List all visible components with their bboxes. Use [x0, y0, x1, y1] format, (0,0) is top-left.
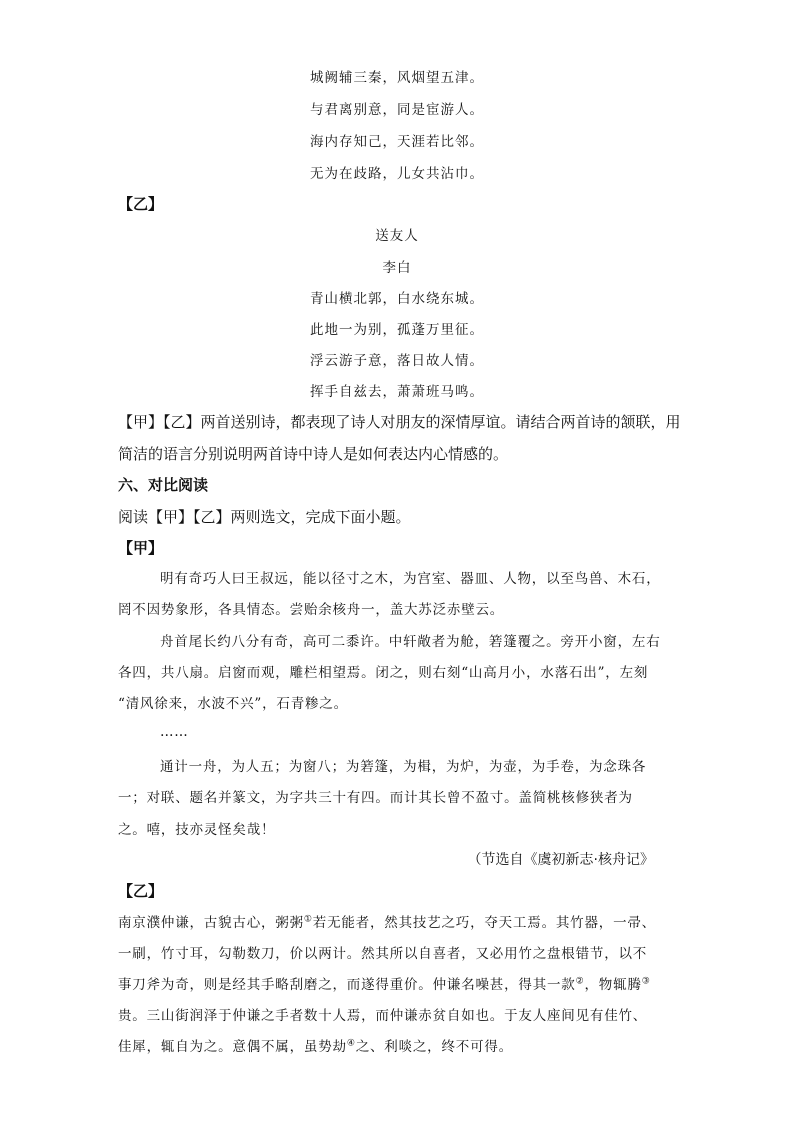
passage-jia-label: 【甲】: [118, 539, 164, 557]
passage-jia-ellipsis: ……: [160, 724, 189, 740]
poem-yi-line-1: 青山横北郭，白水绕东城。: [310, 291, 484, 307]
passage-jia-line-1: 明有奇巧人曰王叔远，能以径寸之木，为宫室、器皿、人物，以至鸟兽、木石，: [160, 571, 661, 587]
poem-jia-line-4: 无为在歧路，儿女共沾巾。: [310, 166, 484, 182]
passage-yi-line-2: 一刷，竹寸耳，勾勒数刀，价以两计。然其所以自喜者，又必用竹之盘根错节，以不: [118, 946, 648, 962]
footnote-marker-1: ①: [303, 914, 313, 925]
footnote-marker-4: ④: [346, 1038, 356, 1049]
footnote-marker-3: ③: [641, 976, 651, 987]
passage-yi-line-5: 佳犀，辄自为之。意偶不属，虽势劫④之、利啖之，终不可得。: [118, 1038, 513, 1055]
poem-yi-author: 李白: [382, 260, 412, 276]
passage-jia-line-2: 罔不因势象形，各具情态。尝贻余核舟一，盖大苏泛赤壁云。: [118, 602, 505, 618]
poem-yi-title: 送友人: [375, 228, 419, 244]
passage-jia-line-8: 之。嘻，技亦灵怪矣哉！: [118, 822, 276, 838]
passage-yi-line-1: 南京濮仲谦，古貌古心，粥粥①若无能者，然其技艺之巧，夺天工焉。其竹器，一帚、: [118, 914, 656, 931]
passage-jia-source: （节选自《虞初新志·核舟记》: [467, 852, 654, 868]
poem-jia-line-1: 城阙辅三秦，风烟望五津。: [310, 70, 484, 86]
poem-yi-line-2: 此地一为别，孤蓬万里征。: [310, 322, 484, 338]
passage-yi-line-4: 贵。三山街润泽于仲谦之手者数十人焉，而仲谦赤贫自如也。于友人座间见有佳竹、: [118, 1008, 648, 1024]
section-heading: 六、对比阅读: [118, 476, 209, 494]
footnote-marker-2: ②: [575, 976, 585, 987]
passage-yi-label: 【乙】: [118, 882, 164, 900]
question-line-2: 简洁的语言分别说明两首诗中诗人是如何表达内心情感的。: [118, 445, 509, 463]
poem-yi-line-4: 挥手自兹去，萧萧班马鸣。: [310, 384, 484, 400]
passage-jia-line-7: 一；对联、题名并篆文，为字共三十有四。而计其长曾不盈寸。盖简桃核修狭者为: [118, 790, 633, 806]
passage-jia-line-4: 各四，共八扇。启窗而观，雕栏相望焉。闭之，则右刻“山高月小，水落石出”，左刻: [118, 665, 649, 681]
passage-jia-line-3: 舟首尾长约八分有奇，高可二黍许。中轩敞者为舱，箬篷覆之。旁开小窗，左右: [160, 634, 661, 650]
poem-yi-label: 【乙】: [118, 195, 164, 213]
section-instruction: 阅读【甲】【乙】两则选文，完成下面小题。: [118, 508, 411, 526]
question-line-1: 【甲】【乙】两首送别诗，都表现了诗人对朋友的深情厚谊。请结合两首诗的颔联，用: [118, 413, 681, 431]
passage-jia-line-5: “清风徐来，水波不兴”，石青糁之。: [118, 696, 348, 712]
poem-jia-line-2: 与君离别意，同是宦游人。: [310, 102, 484, 118]
poem-jia-line-3: 海内存知己，天涯若比邻。: [310, 134, 484, 150]
poem-yi-line-3: 浮云游子意，落日故人情。: [310, 353, 484, 369]
passage-yi-line-3: 事刀斧为奇，则是经其手略刮磨之，而遂得重价。仲谦名噪甚，得其一款②，物辄腾③: [118, 976, 651, 993]
passage-jia-line-6: 通计一舟，为人五；为窗八；为箬篷，为楫，为炉，为壶，为手卷，为念珠各: [160, 759, 647, 775]
